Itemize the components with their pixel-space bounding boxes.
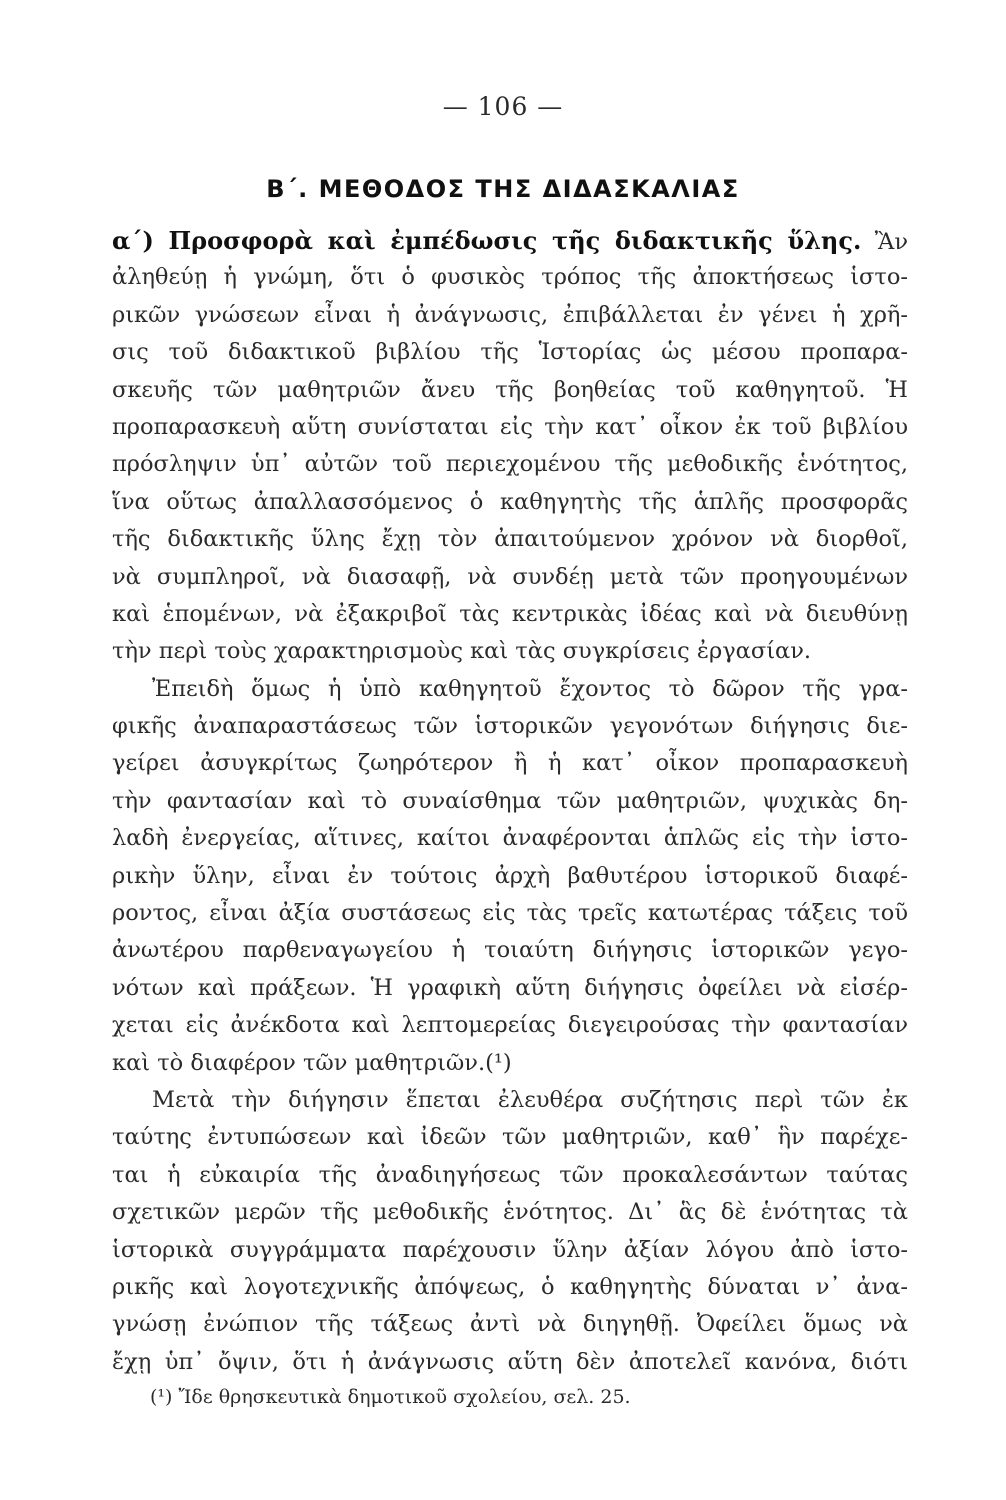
text-line: τὴν περὶ τοὺς χαρακτηρισμοὺς καὶ τὰς συγκρίσεις ἐργασίαν. [112,638,812,665]
paragraph-3 [112,1082,908,1381]
text-line: ρικῶν γνώσεων εἶναι ἡ ἀνάγνωσις, ἐπιβάλλεται ἐν γένει ἡ χρῆ- [112,301,908,328]
text-line: νότων καὶ πράξεων. Ἡ γραφικὴ αὕτη διήγησις ὀφείλει νὰ εἰσέρ- [112,974,908,1001]
text-line: σις τοῦ διδακτικοῦ βιβλίου τῆς Ἱστορίας ὡς μέσου προπαρα- [112,339,908,366]
section-heading: Β΄. ΜΕΘΟΔΟΣ ΤΗΣ ΔΙΔΑΣΚΑΛΙΑΣ [266,175,740,203]
paragraph-2 [112,671,908,1082]
text-line: χεται εἰς ἀνέκδοτα καὶ λεπτομερείας διεγειρούσας τὴν φαντασίαν [112,1012,908,1039]
page-number: — 106 — [442,92,564,121]
footnote: (¹) Ἴδε θρησκευτικὰ δημοτικοῦ σχολείου, σελ. 25. [150,1386,631,1408]
text-line: ται ἡ εὐκαιρία τῆς ἀναδιηγήσεως τῶν προκαλεσάντων ταύτας [112,1161,908,1188]
text-line: ἀληθεύῃ ἡ γνώμη, ὅτι ὁ φυσικὸς τρόπος τῆς ἀποκτήσεως ἱστο- [112,264,908,291]
text-line: καὶ τὸ διαφέρον τῶν μαθητριῶν.(¹) [112,1049,512,1076]
text-line: πρόσληψιν ὑπ᾽ αὐτῶν τοῦ περιεχομένου τῆς μεθοδικῆς ἑνότητος, [112,451,908,478]
text-line: ρικῆς καὶ λογοτεχνικῆς ἀπόψεως, ὁ καθηγητὴς δύναται ν᾽ ἀνα- [112,1273,908,1300]
text-line: γνώσῃ ἐνώπιον τῆς τάξεως ἀντὶ νὰ διηγηθῇ. Ὀφείλει ὅμως νὰ [112,1311,908,1338]
text-line: τὴν φαντασίαν καὶ τὸ συναίσθημα τῶν μαθητριῶν, ψυχικὰς δη- [112,787,908,814]
text-line: Μετὰ τὴν διήγησιν ἕπεται ἐλευθέρα συζήτησις περὶ τῶν ἐκ [152,1086,908,1113]
text-line: καὶ ἑπομένων, νὰ ἐξακριβοῖ τὰς κεντρικὰς ἰδέας καὶ νὰ διευθύνῃ [112,600,908,627]
text-line: προπαρασκευὴ αὕτη συνίσταται εἰς τὴν κατ᾽ οἶκον ἐκ τοῦ βιβλίου [112,413,908,440]
subsection-title: α΄) Προσφορὰ καὶ ἐμπέδωσις τῆς διδακτικῆς ὕλης. [112,226,862,255]
text-line: Ἐπειδὴ ὅμως ἡ ὑπὸ καθηγητοῦ ἔχοντος τὸ δῶρον τῆς γρα- [152,675,908,702]
text-line: ἵνα οὕτως ἀπαλλασσόμενος ὁ καθηγητὴς τῆς ἁπλῆς προσφορᾶς [112,488,908,515]
text-line: ἱστορικὰ συγγράμματα παρέχουσιν ὕλην ἀξίαν λόγου ἀπὸ ἱστο- [112,1236,908,1263]
text-line: ἔχῃ ὑπ᾽ ὄψιν, ὅτι ἡ ἀνάγνωσις αὕτη δὲν ἀποτελεῖ κανόνα, διότι [112,1348,908,1375]
text-line: τῆς διδακτικῆς ὕλης ἔχῃ τὸν ἀπαιτούμενον χρόνον νὰ διορθοῖ, [112,526,908,553]
text-line: ρικὴν ὕλην, εἶναι ἐν τούτοις ἀρχὴ βαθυτέρου ἱστορικοῦ διαφέ- [112,862,908,889]
text-line: ταύτης ἐντυπώσεων καὶ ἰδεῶν τῶν μαθητριῶν, καθ᾽ ἣν παρέχε- [112,1124,908,1151]
text-line: σχετικῶν μερῶν τῆς μεθοδικῆς ἑνότητος. Δι᾽ ἃς δὲ ἑνότητας τὰ [112,1199,908,1226]
text-line: ἀνωτέρου παρθεναγωγείου ἡ τοιαύτη διήγησις ἱστορικῶν γεγο- [112,937,908,964]
text-line: λαδὴ ἐνεργείας, αἵτινες, καίτοι ἀναφέρονται ἁπλῶς εἰς τὴν ἱστο- [112,825,908,852]
text-line: σκευῆς τῶν μαθητριῶν ἄνευ τῆς βοηθείας τοῦ καθηγητοῦ. Ἡ [112,376,908,403]
subsection-first-line-rest: Ἂν [861,229,908,255]
subsection-heading-line [112,222,908,259]
text-line: γείρει ἀσυγκρίτως ζωηρότερον ἢ ἡ κατ᾽ οἶκον προπαρασκευὴ [112,750,908,777]
text-line: νὰ συμπληροῖ, νὰ διασαφῇ, νὰ συνδέῃ μετὰ τῶν προηγουμένων [112,563,908,590]
text-line: φικῆς ἀναπαραστάσεως τῶν ἱστορικῶν γεγονότων διήγησις διε- [112,713,908,740]
text-line: ροντος, εἶναι ἀξία συστάσεως εἰς τὰς τρεῖς κατωτέρας τάξεις τοῦ [112,900,908,927]
body-text [112,222,908,1381]
paragraph-1 [112,259,908,670]
